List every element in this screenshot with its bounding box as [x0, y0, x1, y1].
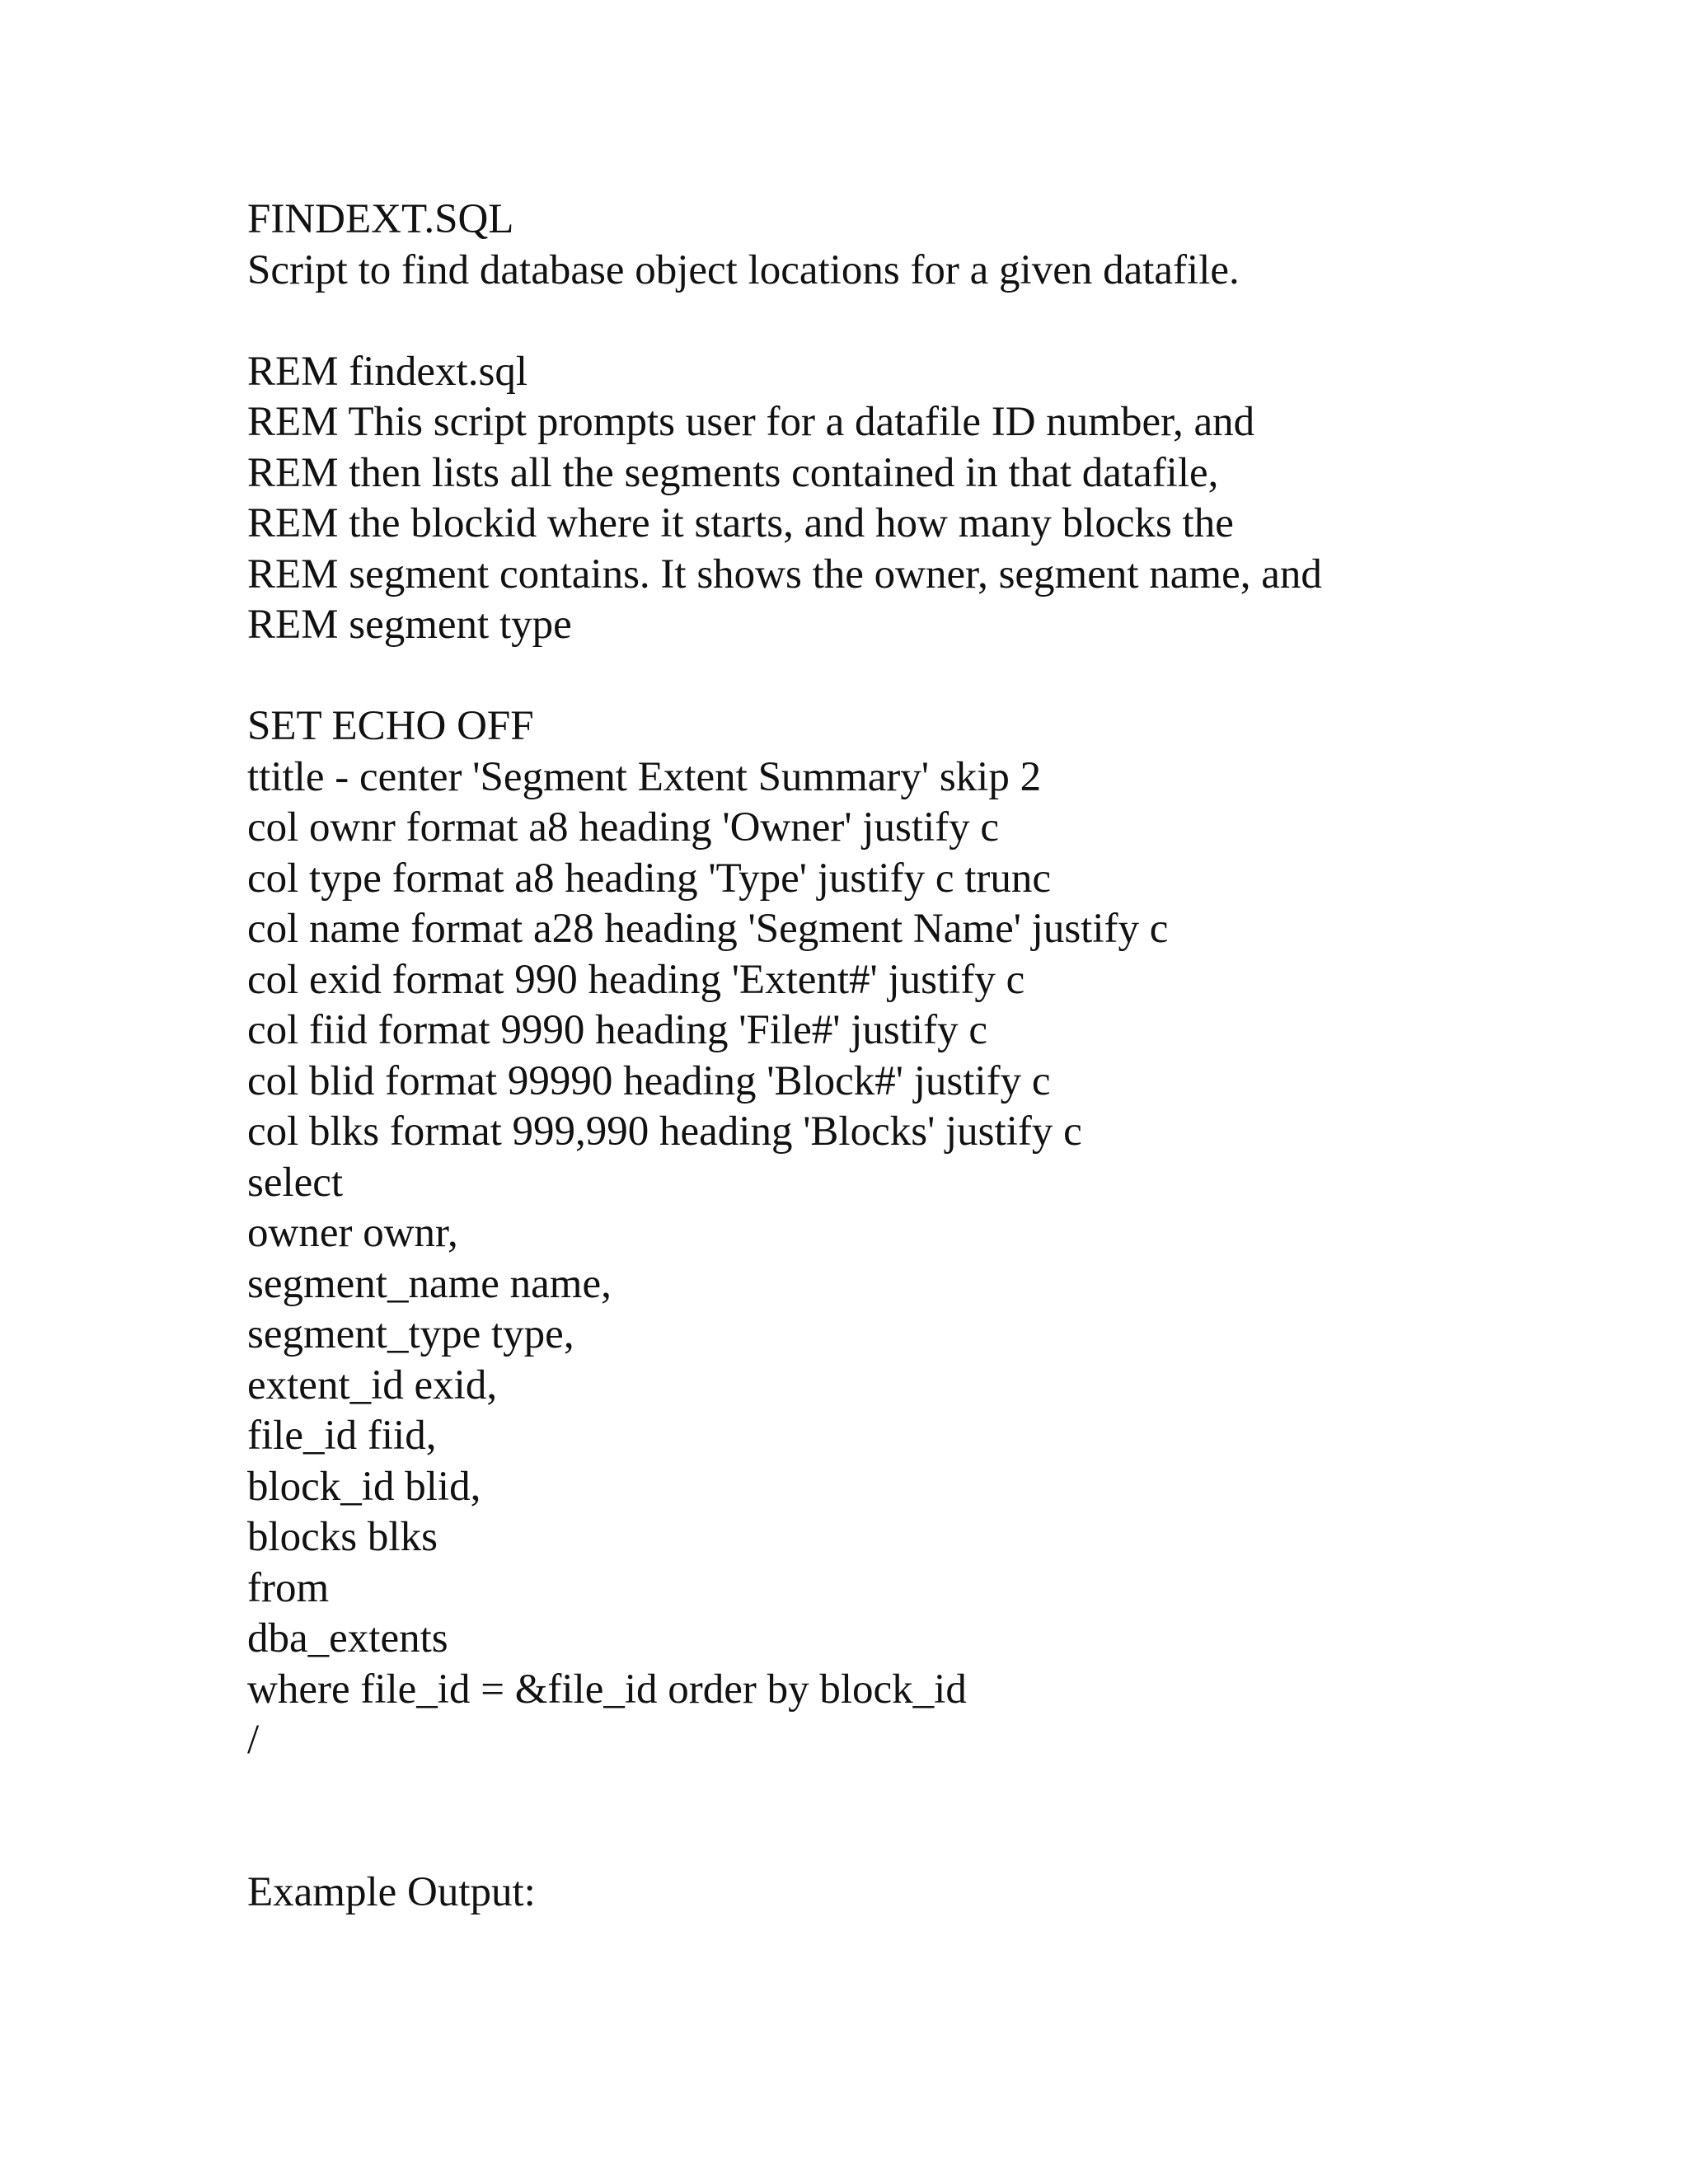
code-line: col blid format 99990 heading 'Block#' justify c	[247, 1057, 1051, 1104]
document-title: FINDEXT.SQL	[247, 196, 514, 242]
code-line: dba_extents	[247, 1615, 448, 1661]
code-line: /	[247, 1717, 260, 1763]
code-line: SET ECHO OFF	[247, 703, 534, 749]
code-line: col name format a28 heading 'Segment Name' justify c	[247, 906, 1169, 952]
example-output-heading: Example Output:	[247, 1868, 536, 1915]
code-line: where file_id = &file_id order by block_id	[247, 1666, 967, 1713]
document-subtitle: Script to find database object locations for a given datafile.	[247, 246, 1240, 293]
code-line: col exid format 990 heading 'Extent#' justify c	[247, 956, 1025, 1003]
code-line: col type format a8 heading 'Type' justify c trunc	[247, 855, 1052, 902]
code-line: blocks blks	[247, 1514, 438, 1560]
code-line: from	[247, 1564, 330, 1611]
code-line: extent_id exid,	[247, 1361, 498, 1408]
code-line: col ownr format a8 heading 'Owner' justify c	[247, 804, 1000, 851]
spacer	[247, 1766, 1648, 1868]
rem-line: REM the blockid where it starts, and how many blocks the	[247, 500, 1234, 546]
code-line: segment_name name,	[247, 1260, 612, 1307]
document-page	[247, 194, 1648, 1918]
rem-line: REM segment contains. It shows the owner, segment name, and	[247, 551, 1322, 598]
rem-line: REM This script prompts user for a datafile ID number, and	[247, 399, 1255, 445]
rem-line: REM findext.sql	[247, 348, 528, 395]
code-line: segment_type type,	[247, 1311, 574, 1357]
code-line: block_id blid,	[247, 1463, 481, 1510]
rem-line: REM then lists all the segments contained in that datafile,	[247, 449, 1219, 496]
spacer	[247, 651, 1648, 702]
sql-code-block	[247, 701, 1648, 1766]
code-line: ttitle - center 'Segment Extent Summary' skip 2	[247, 753, 1042, 800]
rem-line: REM segment type	[247, 602, 572, 648]
code-line: col fiid format 9990 heading 'File#' justify c	[247, 1007, 987, 1053]
code-line: col blks format 999,990 heading 'Blocks' justify c	[247, 1108, 1082, 1155]
code-line: select	[247, 1159, 344, 1206]
spacer	[247, 296, 1648, 347]
code-line: owner ownr,	[247, 1210, 458, 1256]
rem-comment-block	[247, 347, 1648, 651]
code-line: file_id fiid,	[247, 1413, 437, 1459]
